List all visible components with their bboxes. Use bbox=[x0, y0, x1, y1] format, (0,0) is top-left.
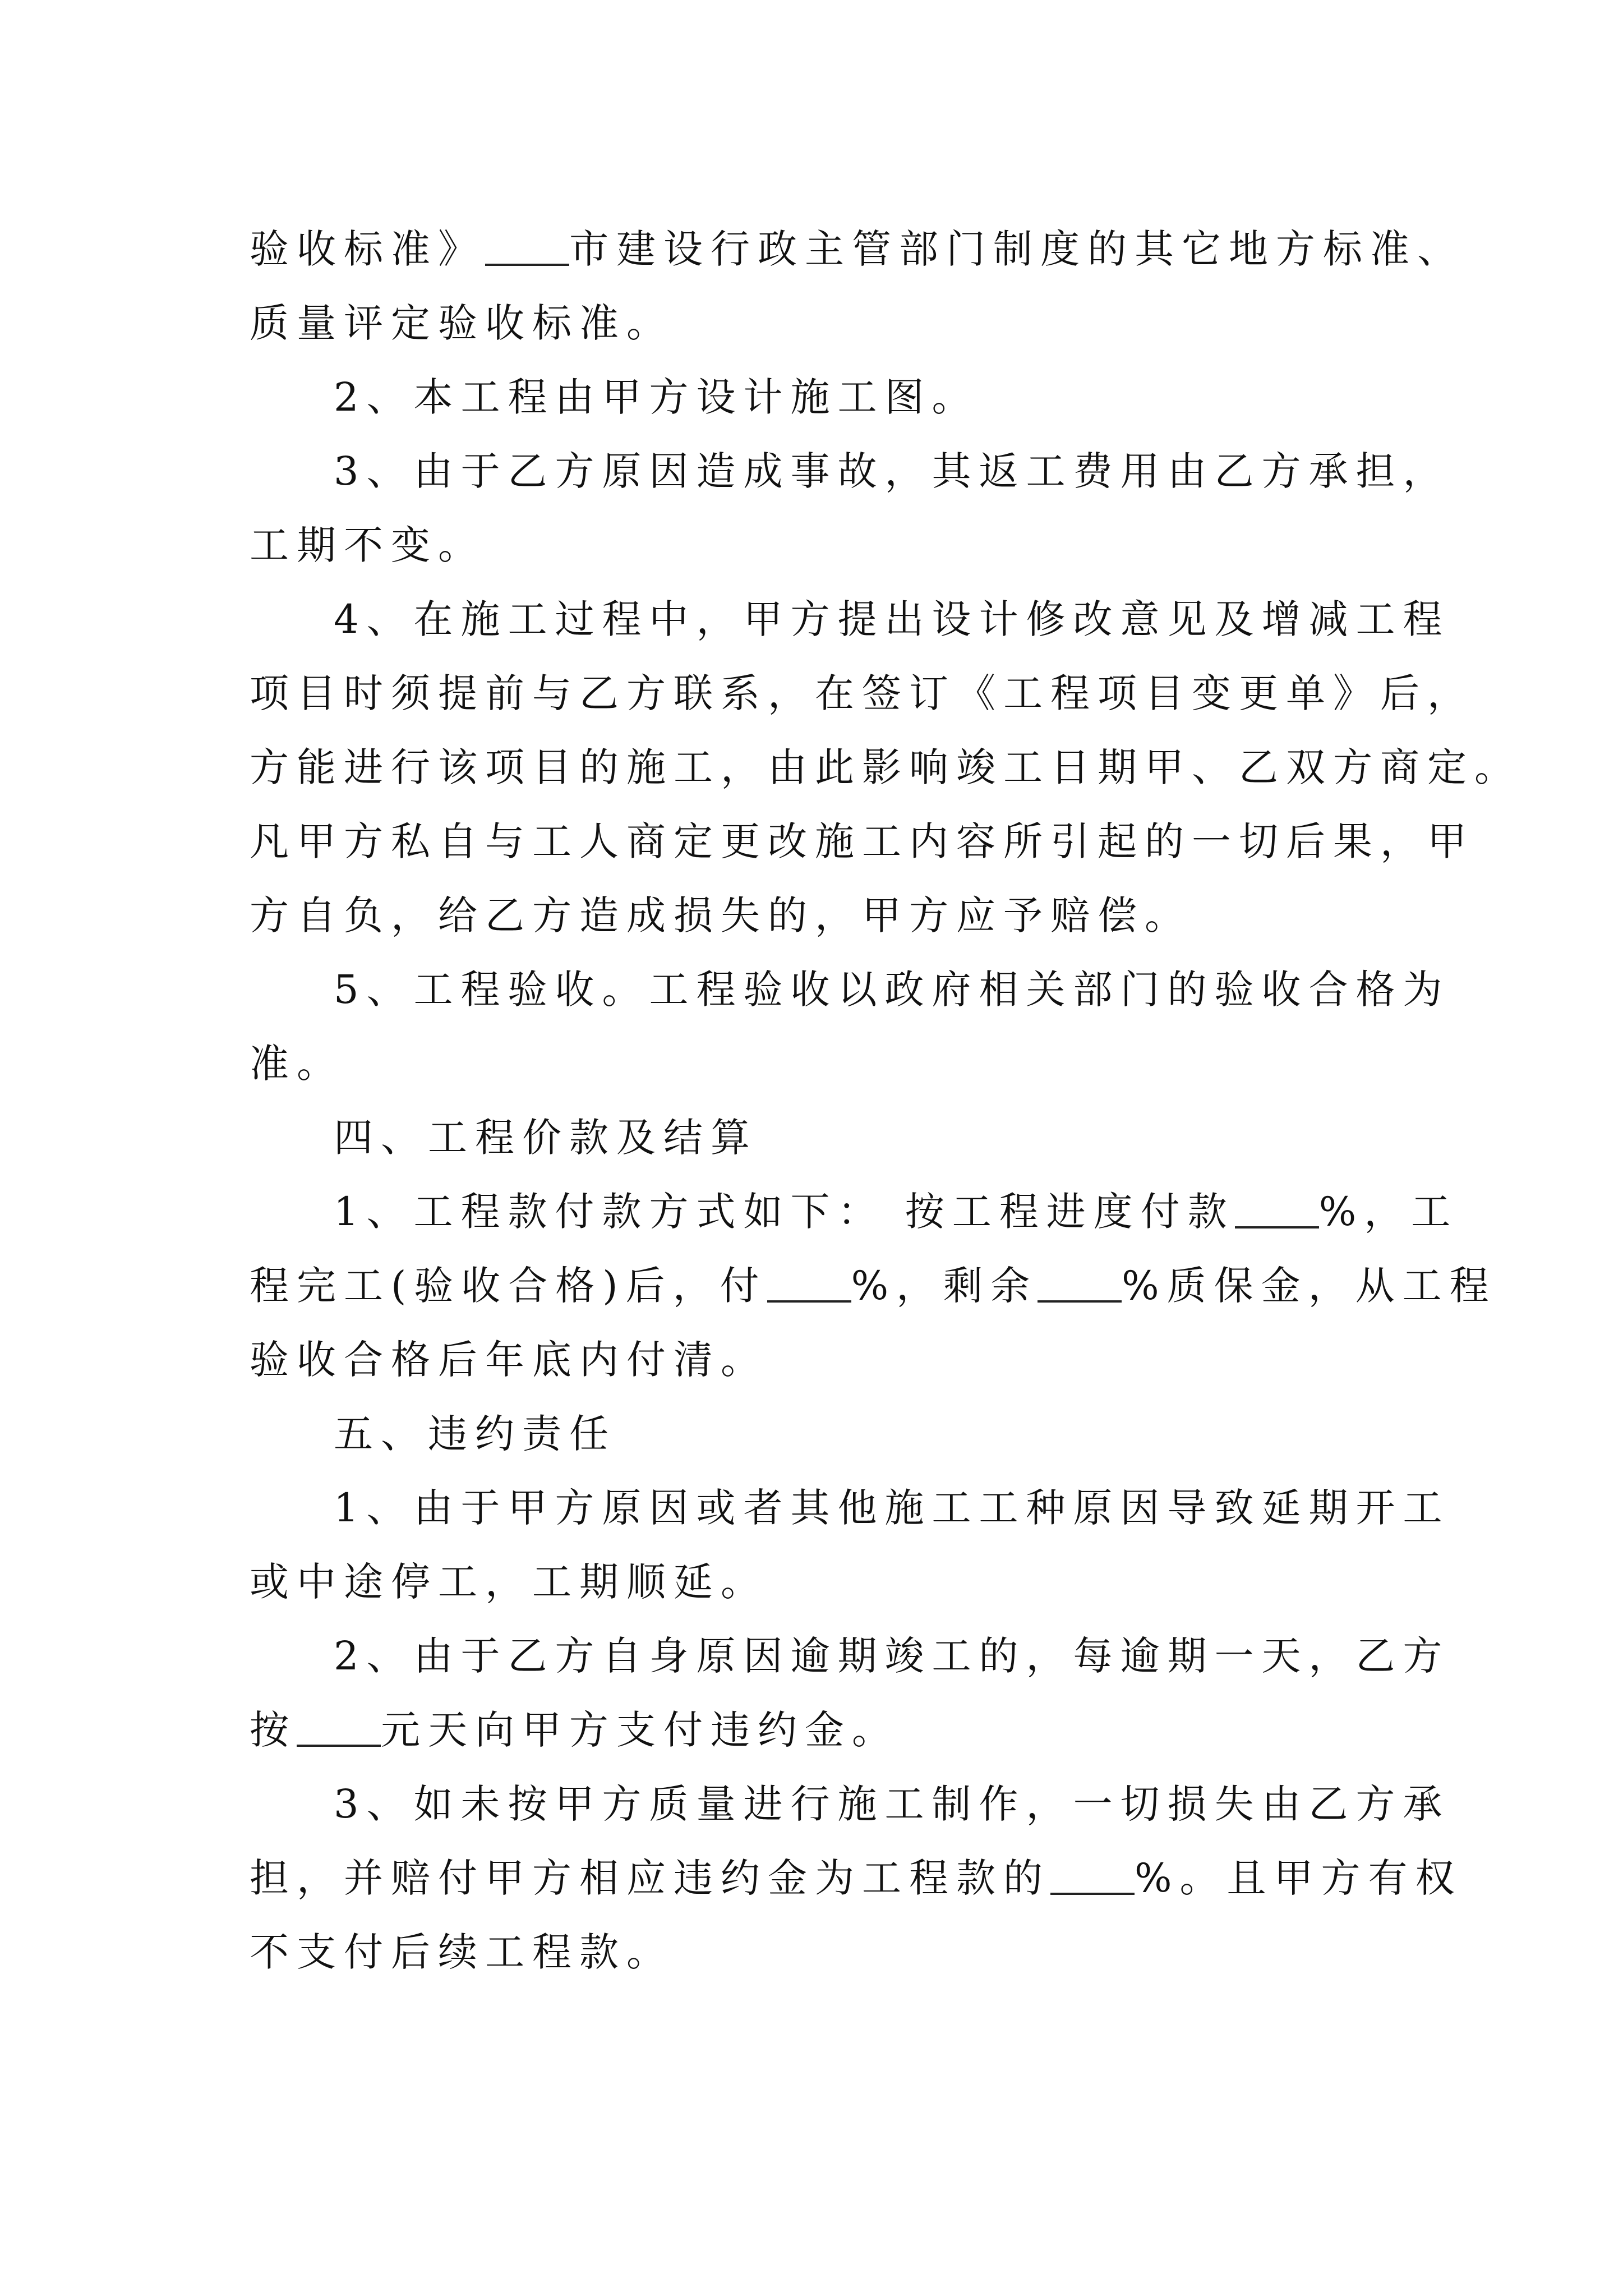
fill-in-blank bbox=[767, 1261, 851, 1303]
clause-delay-party-b: 2、由于乙方自身原因逾期竣工的，每逾期一天，乙方 bbox=[334, 1633, 1450, 1679]
clause-quality-penalty: 3、如未按甲方质量进行施工制作，一切损失由乙方承 bbox=[334, 1781, 1450, 1827]
paragraph-line bbox=[250, 1693, 1394, 1767]
text-segment: %质保金，从工程 bbox=[1122, 1263, 1497, 1309]
clause-4-changes: 4、在施工过程中，甲方提出设计修改意见及增减工程 bbox=[334, 596, 1450, 642]
clause-2-design: 2、本工程由甲方设计施工图。 bbox=[334, 374, 979, 420]
paragraph-line bbox=[250, 1249, 1497, 1323]
text-segment: %。且甲方有权 bbox=[1135, 1855, 1463, 1901]
paragraph-line: 项目时须提前与乙方联系，在签订《工程项目变更单》后， bbox=[250, 670, 1474, 716]
text-segment: 验收标准》 bbox=[250, 226, 485, 272]
text-segment: 元天向甲方支付违约金。 bbox=[381, 1707, 899, 1753]
text-segment: %，剩余 bbox=[851, 1263, 1038, 1309]
paragraph-line: 准。 bbox=[250, 1041, 344, 1087]
paragraph-line: 方能进行该项目的施工，由此影响竣工日期甲、乙双方商定。 bbox=[250, 744, 1521, 790]
clause-5-acceptance: 5、工程验收。工程验收以政府相关部门的验收合格为 bbox=[334, 967, 1450, 1013]
paragraph-line: 质量评定验收标准。 bbox=[250, 300, 674, 346]
text-segment: 按 bbox=[250, 1707, 297, 1753]
fill-in-blank bbox=[1038, 1261, 1122, 1303]
clause-delay-party-a: 1、由于甲方原因或者其他施工工种原因导致延期开工 bbox=[334, 1485, 1450, 1531]
text-segment: 担，并赔付甲方相应违约金为工程款的 bbox=[250, 1855, 1050, 1901]
paragraph-line: 凡甲方私自与工人商定更改施工内容所引起的一切后果，甲 bbox=[250, 818, 1474, 864]
clause-payment bbox=[250, 1175, 1459, 1249]
paragraph-line: 或中途停工，工期顺延。 bbox=[250, 1559, 768, 1605]
text-segment: %，工 bbox=[1318, 1189, 1459, 1235]
paragraph-line: 不支付后续工程款。 bbox=[250, 1929, 674, 1975]
text-segment: 市建设行政主管部门制度的其它地方标准、 bbox=[569, 226, 1464, 272]
fill-in-blank bbox=[1050, 1853, 1135, 1895]
section-heading-liability: 五、违约责任 bbox=[334, 1411, 616, 1457]
fill-in-blank bbox=[297, 1705, 381, 1747]
paragraph-line: 方自负，给乙方造成损失的，甲方应予赔偿。 bbox=[250, 892, 1192, 938]
text-segment: 1、工程款付款方式如下： 按工程进度付款 bbox=[334, 1189, 1235, 1235]
fill-in-blank bbox=[485, 224, 569, 266]
text-segment: 程完工(验收合格)后，付 bbox=[250, 1263, 767, 1309]
section-heading-price: 四、工程价款及结算 bbox=[334, 1115, 758, 1161]
document-body bbox=[250, 212, 1521, 1989]
fill-in-blank bbox=[1235, 1187, 1319, 1228]
paragraph-line: 验收合格后年底内付清。 bbox=[250, 1337, 768, 1383]
clause-3-accident: 3、由于乙方原因造成事故，其返工费用由乙方承担， bbox=[334, 448, 1450, 494]
paragraph-line: 工期不变。 bbox=[250, 522, 485, 568]
paragraph-line bbox=[250, 212, 1464, 286]
paragraph-line bbox=[250, 1841, 1463, 1915]
